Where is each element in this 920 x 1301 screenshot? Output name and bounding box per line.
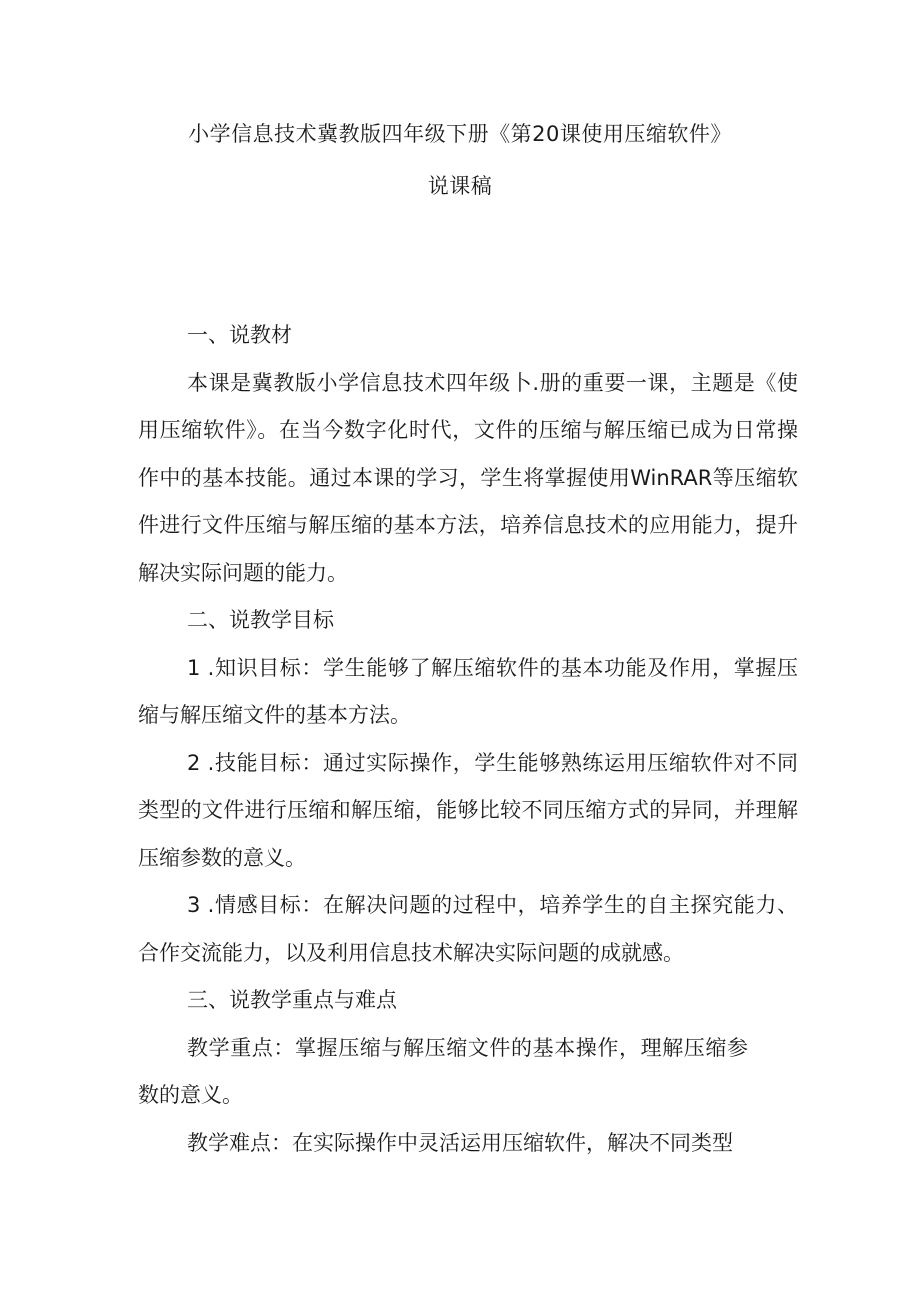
paragraph-objective-emotion: 3 .情感目标：在解决问题的过程中，培养学生的自主探究能力、合作交流能力，以及利用信息技术解决实际问题的成就感。 [138,893,798,965]
document-subtitle: 说课稿 [427,174,493,198]
document-body [138,312,798,1167]
paragraph-objective-knowledge: 1 .知识目标：学生能够了解压缩软件的基本功能及作用，掌握压缩与解压缩文件的基本方法。 [138,655,798,727]
section-heading-textbook: 一、说教材 [187,323,292,347]
paragraph-objective-skill: 2 .技能目标：通过实际操作，学生能够熟练运用压缩软件对不同类型的文件进行压缩和解压缩，能够比较不同压缩方式的异同，并理解压缩参数的意义。 [138,750,798,870]
paragraph-key-point: 教学重点：掌握压缩与解压缩文件的基本操作，理解压缩参数的意义。 [138,1035,748,1107]
section-heading-focus: 三、说教学重点与难点 [187,988,397,1012]
paragraph-difficulty: 教学难点：在实际操作中灵活运用压缩软件，解决不同类型 [187,1130,733,1155]
section-heading-objectives: 二、说教学目标 [187,608,334,632]
paragraph-textbook: 本课是冀教版小学信息技术四年级卜.册的重要一课，主题是《使用压缩软件》。在当今数字化时代，文件的压缩与解压缩已成为日常操作中的基本技能。通过本课的学习，学生将掌握使用WinRAR等压缩软件进行文件压缩与解压缩的基本方法，培养信息技术的应用能力，提升解决实际问题的能力。 [138,370,798,585]
document-title: 小学信息技术冀教版四年级下册《第20课使用压缩软件》 [188,122,732,146]
